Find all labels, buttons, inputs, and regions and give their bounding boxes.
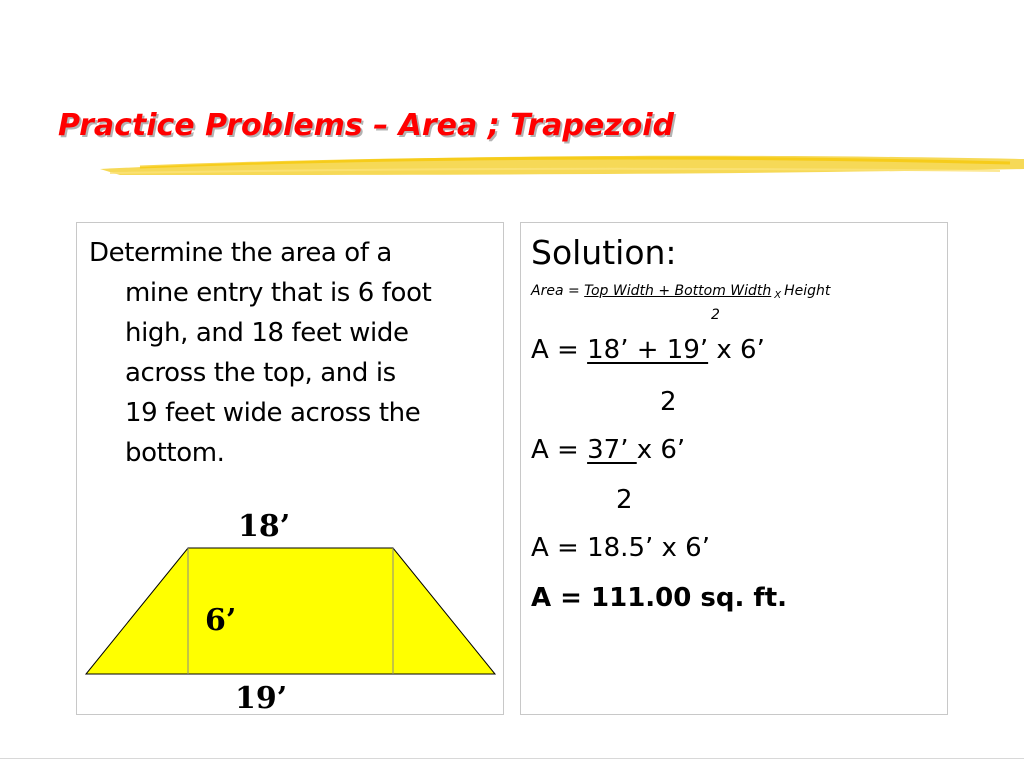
problem-line-2: mine entry that is 6 foot	[125, 278, 432, 308]
step-2	[531, 435, 685, 465]
step-1-suffix: x 6’	[708, 335, 765, 365]
area-formula	[531, 283, 830, 301]
trapezoid-figure	[77, 223, 503, 714]
problem-line-1: Determine the area of a	[89, 238, 392, 268]
problem-line-4: across the top, and is	[125, 358, 396, 388]
slide-bottom-rule	[0, 758, 1024, 759]
step-1	[531, 335, 765, 365]
formula-height: Height	[784, 283, 831, 299]
formula-numerator: Top Width + Bottom Width	[584, 283, 772, 299]
bottom-width-label: 19’	[235, 681, 288, 716]
step-2-prefix: A =	[531, 435, 588, 465]
step-2-numerator: 37’	[587, 435, 637, 465]
step-1-denominator: 2	[660, 387, 677, 417]
step-1-prefix: A =	[531, 335, 588, 365]
solution-panel	[520, 222, 948, 715]
final-answer: A = 111.00 sq. ft.	[531, 583, 788, 613]
formula-prefix: Area =	[531, 283, 585, 299]
slide-title: Practice Problems – Area ; Trapezoid	[58, 108, 675, 143]
problem-line-3: high, and 18 feet wide	[125, 318, 409, 348]
step-1-numerator: 18’ + 19’	[587, 335, 709, 365]
step-2-suffix: x 6’	[636, 435, 686, 465]
problem-panel	[76, 222, 504, 715]
height-label: 6’	[205, 603, 237, 638]
step-2-denominator: 2	[616, 485, 633, 515]
step-3: A = 18.5’ x 6’	[531, 533, 710, 563]
formula-denominator: 2	[711, 307, 720, 323]
formula-times: X	[774, 290, 782, 301]
trapezoid-shape	[86, 548, 495, 674]
solution-heading: Solution:	[531, 233, 677, 272]
top-width-label: 18’	[238, 509, 291, 544]
problem-line-6: bottom.	[125, 438, 225, 468]
problem-line-5: 19 feet wide across the	[125, 398, 421, 428]
title-underline-stroke	[0, 145, 1024, 185]
